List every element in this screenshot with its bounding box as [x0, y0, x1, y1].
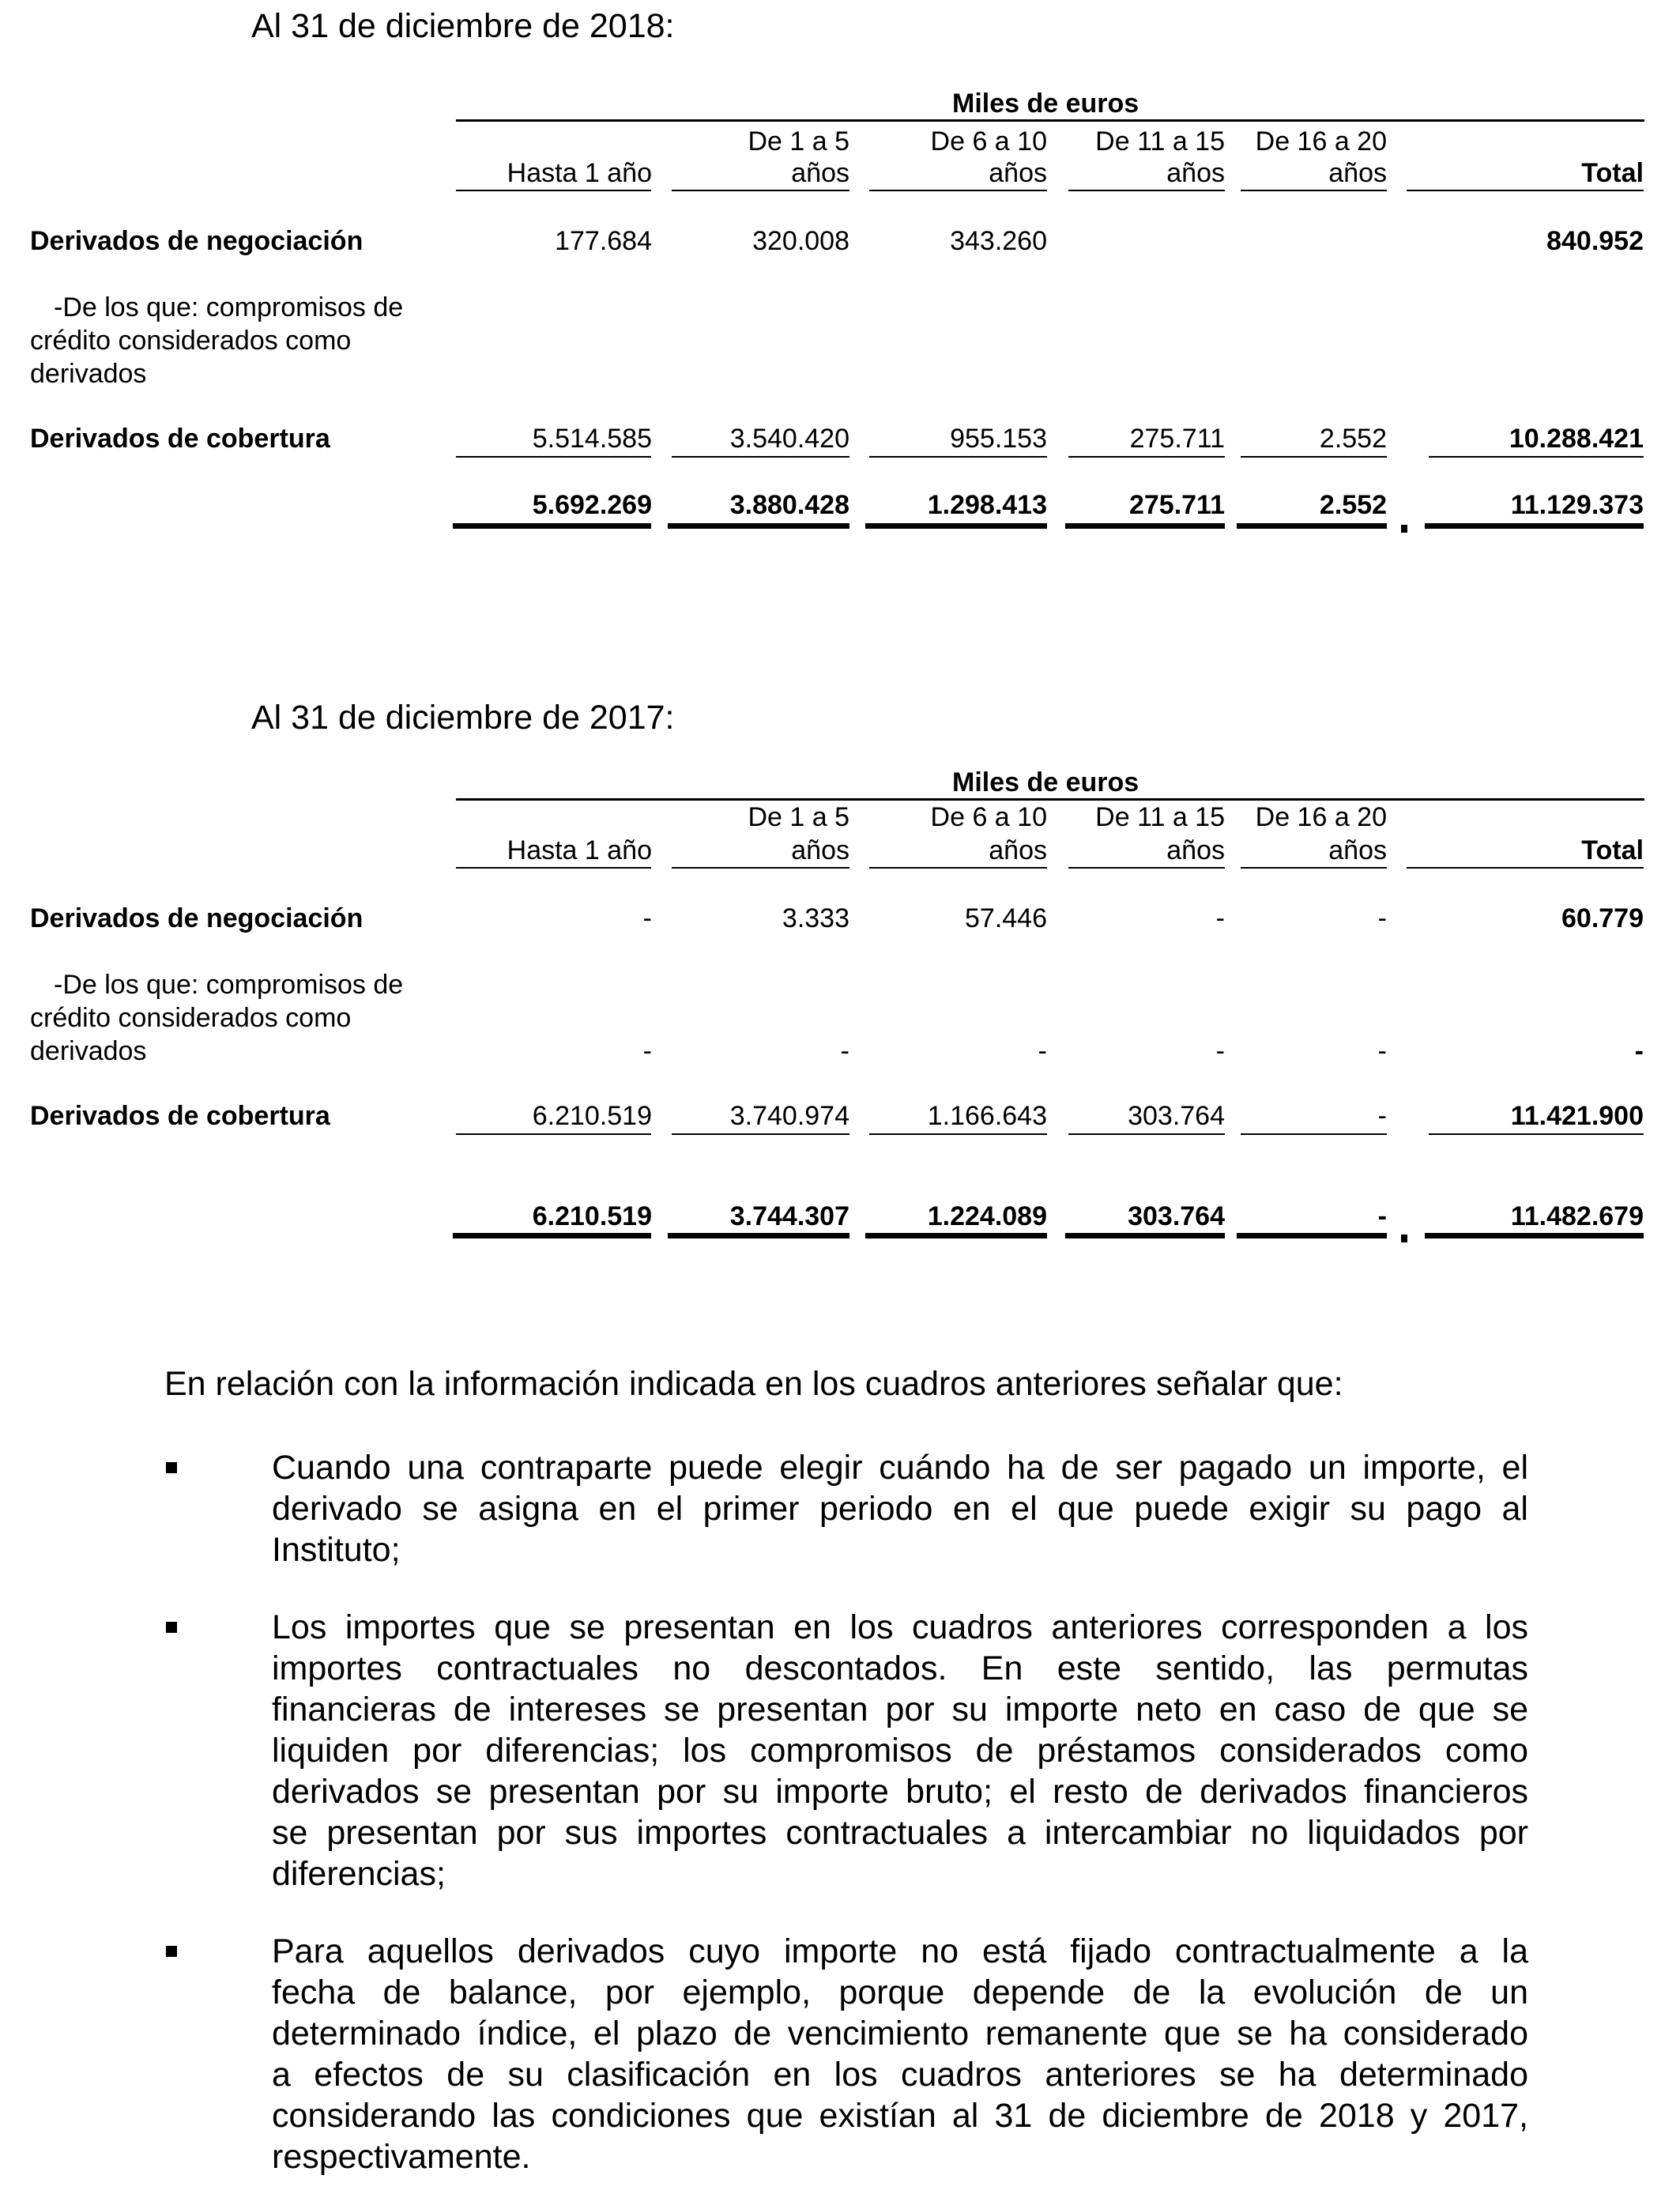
table-cell: 57.446: [965, 903, 1047, 933]
row-label-compromisos: [30, 968, 441, 1068]
row-label-cobertura: Derivados de cobertura: [30, 424, 330, 454]
col-rule: [456, 867, 651, 869]
table-cell: -: [1377, 903, 1387, 933]
unit-header: Miles de euros: [952, 89, 1139, 119]
total-rule: [1237, 1233, 1387, 1238]
bullet-marker: [166, 1946, 177, 1957]
note-line: -De los que: compromisos de: [54, 292, 404, 322]
table-cell: -: [1215, 903, 1225, 933]
note-line: crédito considerados como: [30, 1003, 352, 1033]
col-rule: [869, 867, 1047, 869]
table-cell: -: [1634, 1036, 1644, 1066]
table-cell: 6.210.519: [532, 1101, 652, 1131]
bullet-line: fecha de balance, por ejemplo, porque depende de la evolución de un: [272, 1973, 1528, 2011]
total-cell: 11.129.373: [1510, 490, 1644, 520]
table-cell: 3.540.420: [729, 424, 849, 454]
col-header: Total: [1581, 835, 1644, 865]
total-cell: 6.210.519: [532, 1201, 652, 1231]
table-cell: 2.552: [1319, 424, 1387, 454]
bullet-line: liquiden por diferencias; los compromisos de préstamos considerados como: [272, 1732, 1528, 1770]
header-rule: [456, 798, 1644, 801]
table-cell: 177.684: [555, 226, 652, 256]
col-header: años: [1328, 835, 1387, 865]
table-cell: 840.952: [1546, 226, 1644, 256]
bullet-line: considerando las condiciones que existían al 31 de diciembre de 2018 y 2017,: [272, 2097, 1528, 2135]
total-rule: [1237, 523, 1387, 529]
bullet-marker: [166, 1622, 177, 1633]
col-header: años: [1166, 835, 1225, 865]
table-cell: -: [1377, 1101, 1387, 1131]
bullet-paragraph: [272, 1447, 1528, 1570]
total-cell: 1.298.413: [927, 490, 1047, 520]
total-cell: 275.711: [1128, 490, 1225, 520]
col-header: De 16 a 20: [1255, 126, 1387, 156]
subtotal-rule: [1429, 1133, 1644, 1135]
table-cell: 303.764: [1128, 1101, 1225, 1131]
table-cell: -: [840, 1036, 849, 1066]
unit-header: Miles de euros: [952, 767, 1139, 797]
total-cell: -: [1377, 1201, 1387, 1231]
col-header: De 1 a 5: [748, 802, 849, 832]
bullet-line: Cuando una contraparte puede elegir cuándo ha de ser pagado un importe, el: [272, 1449, 1528, 1487]
col-header: años: [989, 835, 1047, 865]
table-cell: 5.514.585: [532, 424, 652, 454]
col-header: Hasta 1 año: [507, 158, 652, 188]
total-rule: [865, 523, 1047, 529]
col-rule: [869, 190, 1047, 191]
col-rule: [1068, 190, 1225, 191]
bullet-line: derivado se asigna en el primer periodo en el que puede exigir su pago al: [272, 1490, 1528, 1528]
col-header: años: [989, 158, 1047, 188]
subtotal-rule: [1429, 456, 1644, 458]
total-rule: [668, 523, 849, 529]
subtotal-rule: [672, 456, 849, 458]
table-cell: 275.711: [1129, 424, 1225, 454]
col-header: Hasta 1 año: [507, 835, 652, 865]
bullet-line: diferencias;: [272, 1855, 446, 1893]
col-header: años: [791, 158, 849, 188]
table-cell: 955.153: [950, 424, 1047, 454]
subtotal-rule: [869, 1133, 1047, 1135]
total-rule: [1425, 1233, 1644, 1238]
bullet-line: Los importes que se presentan en los cuadros anteriores corresponden a los: [272, 1608, 1528, 1646]
total-cell: 3.744.307: [729, 1201, 849, 1231]
table-cell: 10.288.421: [1509, 424, 1644, 454]
table-cell: 3.740.974: [729, 1101, 849, 1131]
total-rule: [1065, 1233, 1225, 1238]
col-header: De 1 a 5: [748, 126, 849, 156]
note-line: derivados: [30, 359, 147, 389]
table-cell: -: [642, 1036, 652, 1066]
note-line: crédito considerados como: [30, 326, 352, 356]
subtotal-rule: [1068, 456, 1225, 458]
table-cell: 60.779: [1561, 903, 1644, 933]
subtotal-rule: [672, 1133, 849, 1135]
col-header: De 6 a 10: [930, 126, 1047, 156]
col-header: De 11 a 15: [1095, 126, 1225, 156]
table-cell: -: [1377, 1036, 1387, 1066]
total-cell: 3.880.428: [729, 490, 849, 520]
subtotal-rule: [456, 1133, 651, 1135]
col-header: años: [791, 835, 849, 865]
col-rule: [1407, 867, 1644, 869]
header-rule: [456, 119, 1644, 122]
col-rule: [1241, 867, 1387, 869]
col-rule: [672, 190, 849, 191]
bullet-paragraph: [272, 1607, 1528, 1894]
col-header: De 16 a 20: [1255, 802, 1387, 832]
col-rule: [1407, 190, 1644, 191]
col-header: De 6 a 10: [930, 802, 1047, 832]
row-label-negociacion: Derivados de negociación: [30, 903, 363, 933]
bullet-line: importes contractuales no descontados. En este sentido, las permutas: [272, 1649, 1528, 1687]
table-cell: 11.421.900: [1510, 1101, 1644, 1131]
col-header: Total: [1581, 158, 1644, 188]
total-cell: 11.482.679: [1510, 1201, 1644, 1231]
col-rule: [1241, 190, 1387, 191]
bullet-line: se presentan por sus importes contractuales a intercambiar no liquidados por: [272, 1814, 1528, 1852]
subtotal-rule: [456, 456, 651, 458]
row-label-cobertura: Derivados de cobertura: [30, 1101, 330, 1131]
subtotal-rule: [1068, 1133, 1225, 1135]
subtotal-rule: [1241, 456, 1387, 458]
table-2017-title: Al 31 de diciembre de 2017:: [251, 699, 675, 737]
table-cell: -: [1215, 1036, 1225, 1066]
table-cell: 343.260: [950, 226, 1047, 256]
bullet-line: Para aquellos derivados cuyo importe no está fijado contractualmente a la: [272, 1932, 1528, 1970]
subtotal-rule: [1241, 1133, 1387, 1135]
bullet-line: respectivamente.: [272, 2138, 531, 2176]
row-label-compromisos: [30, 291, 441, 390]
rule-mark: [1401, 1235, 1407, 1242]
col-header: De 11 a 15: [1095, 802, 1225, 832]
bullet-marker: [166, 1462, 177, 1473]
table-cell: -: [1038, 1036, 1047, 1066]
total-cell: 303.764: [1128, 1201, 1225, 1231]
col-rule: [456, 190, 651, 191]
bullet-line: a efectos de su clasificación en los cuadros anteriores se ha determinado: [272, 2056, 1528, 2094]
total-rule: [668, 1233, 849, 1238]
subtotal-rule: [869, 456, 1047, 458]
bullet-line: derivados se presentan por su importe bruto; el resto de derivados financieros: [272, 1773, 1528, 1811]
total-cell: 2.552: [1319, 490, 1387, 520]
total-rule: [453, 1233, 651, 1238]
bullet-paragraph: [272, 1931, 1528, 2177]
notes-intro: En relación con la información indicada en los cuadros anteriores señalar que:: [164, 1365, 1343, 1403]
total-rule: [1425, 523, 1644, 529]
total-rule: [1065, 523, 1225, 529]
table-cell: 320.008: [752, 226, 849, 256]
col-header: años: [1328, 158, 1387, 188]
table-cell: 3.333: [782, 903, 849, 933]
total-rule: [453, 523, 651, 529]
bullet-line: financieras de intereses se presentan por su importe neto en caso de que se: [272, 1691, 1528, 1728]
total-cell: 5.692.269: [532, 490, 652, 520]
col-rule: [1068, 867, 1225, 869]
table-cell: -: [642, 903, 652, 933]
table-2018-title: Al 31 de diciembre de 2018:: [251, 7, 675, 45]
col-rule: [672, 867, 849, 869]
rule-mark: [1401, 525, 1407, 533]
bullet-line: determinado índice, el plazo de vencimiento remanente que se ha considerado: [272, 2015, 1528, 2053]
note-line: derivados: [30, 1036, 147, 1066]
note-line: -De los que: compromisos de: [54, 970, 404, 1000]
table-cell: 1.166.643: [927, 1101, 1047, 1131]
total-rule: [865, 1233, 1047, 1238]
bullet-line: Instituto;: [272, 1531, 401, 1569]
total-cell: 1.224.089: [927, 1201, 1047, 1231]
col-header: años: [1166, 158, 1225, 188]
row-label-negociacion: Derivados de negociación: [30, 226, 363, 256]
